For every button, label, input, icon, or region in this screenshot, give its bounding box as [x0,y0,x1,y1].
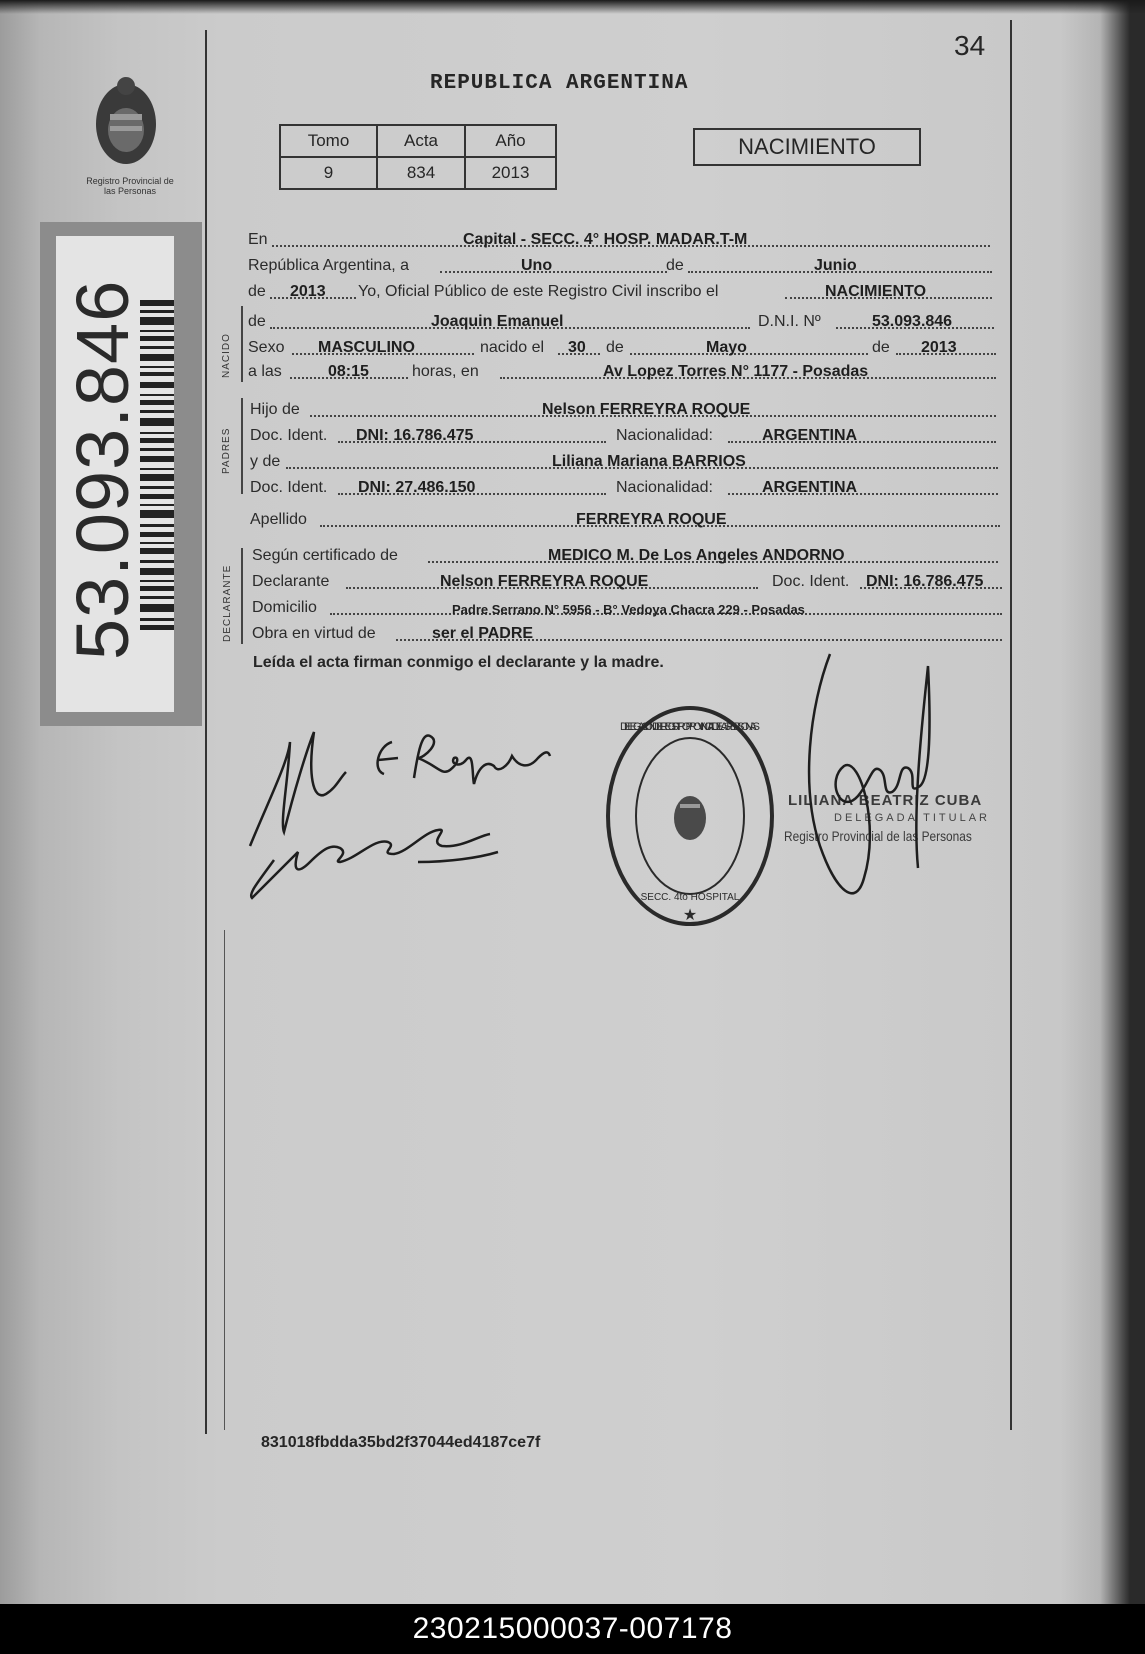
record-type-box: NACIMIENTO [693,128,921,166]
form-row-certificado [252,544,1000,568]
document-hash: 831018fbdda35bd2f37044ed4187ce7f [261,1434,541,1451]
table-cell: 2013 [465,157,556,189]
section-bar-nacido [241,306,243,382]
field-value: 2013 [290,283,326,300]
field-value: Nelson FERREYRA ROQUE [440,573,649,590]
field-value: Uno [521,257,553,274]
barcode-icon [140,300,174,630]
page-number: 34 [954,30,986,61]
dni-vertical-label: 53.093.846 [61,279,144,660]
field-value: Liliana Mariana BARRIOS [552,453,746,470]
field-value: Capital - SECC. 4° HOSP. MADAR.T-M [463,231,748,248]
coat-of-arms-logo [86,72,166,176]
field-label: Nacionalidad: [616,479,713,496]
field-label: horas, en [412,363,479,380]
form-row-domicilio [252,596,1004,620]
field-value: ARGENTINA [762,427,858,444]
form-row-fecha [248,254,994,278]
field-value: MEDICO M. De Los Angeles ANDORNO [548,547,845,564]
section-label-declarante: DECLARANTE [222,564,233,642]
form-row-padre-doc [250,424,998,448]
section-label-padres: PADRES [221,427,232,474]
star-icon: ★ [682,907,698,924]
field-label: Según certificado de [252,547,398,564]
field-value: Nelson FERREYRA ROQUE [542,401,751,418]
field-value: DNI: 16.786.475 [866,573,984,590]
section-bar-padres [241,398,243,494]
closing-statement: Leída el acta firman conmigo el declarante y la madre. [253,654,664,671]
field-label: de [248,283,266,300]
field-value: 30 [568,339,586,356]
table-header: Año [465,125,556,157]
seal-inner-text: SECC. 4to HOSPITAL [640,892,740,903]
field-label: Domicilio [252,599,317,616]
field-label: Doc. Ident. [250,479,328,496]
field-value: MASCULINO [318,339,415,356]
form-row-anio [248,280,994,304]
logo-caption: Registro Provincial de las Personas [86,176,174,196]
field-value: NACIMIENTO [825,283,927,300]
page-inner-rule [224,930,225,1430]
table-cell: 9 [280,157,377,189]
official-signature [800,646,950,918]
field-value: Joaquin Emanuel [431,313,564,330]
field-label: y de [250,453,281,470]
field-label: a las [248,363,282,380]
field-label: Declarante [252,573,330,590]
field-value: DNI: 27.486.150 [358,479,476,496]
form-row-madre-doc [250,476,1000,500]
official-role: DELEGADA TITULAR [834,812,990,824]
footer-id: 230215000037-007178 [0,1604,1145,1654]
field-value: 08:15 [328,363,369,380]
page-title: REPUBLICA ARGENTINA [430,72,689,95]
form-row-padre [250,398,998,422]
field-label: Sexo [248,339,285,356]
form-row-madre [250,450,1000,474]
field-label: Apellido [250,511,307,528]
field-label: Yo, Oficial Público de este Registro Civil inscribo el [358,283,719,300]
field-value: ARGENTINA [762,479,858,496]
field-value: Mayo [706,339,747,356]
field-label: D.N.I. Nº [758,313,821,330]
field-value: Junio [814,257,857,274]
table-header: Tomo [280,125,377,157]
field-label: de [606,339,624,356]
field-value: DNI: 16.786.475 [356,427,474,444]
form-row-lugar [248,228,994,252]
table-cell: 834 [377,157,465,189]
official-office: Registro Provincial de las Personas [784,828,972,844]
form-row-declarante [252,570,1004,594]
field-label: de [872,339,890,356]
field-value: ser el PADRE [432,625,534,642]
field-label: Nacionalidad: [616,427,713,444]
field-label: Obra en virtud de [252,625,376,642]
table-header: Acta [377,125,465,157]
field-label: República Argentina, a [248,257,409,274]
field-value: FERREYRA ROQUE [576,511,727,528]
section-bar-declarante [241,548,243,644]
field-value: Av Lopez Torres N° 1177 - Posadas [603,363,869,380]
acta-table [279,124,557,190]
form-row-apellido [250,508,1002,532]
field-label: nacido el [480,339,545,356]
form-row-nombre [248,310,996,334]
field-label: de [248,313,266,330]
scan-shadow [0,0,1145,14]
declarant-signature [228,712,598,922]
form-row-sexo [248,336,998,360]
page-right-rule [1010,20,1012,1430]
official-name: LILIANA BEATRIZ CUBA [788,792,983,809]
field-label: Hijo de [250,401,300,418]
form-row-obra [252,622,1004,646]
field-label: En [248,231,268,248]
page-left-rule [205,30,207,1434]
field-value: 53.093.846 [872,313,953,330]
seal-outer-text: DELEGACION DEL REGISTRO PROVINCIAL DE LAS PERSONAS [620,721,760,733]
form-row-hora [248,360,998,384]
section-label-nacido: NACIDO [221,333,232,378]
official-seal [600,700,780,932]
field-label: Doc. Ident. [250,427,328,444]
field-value: Padre Serrano N° 5956 - B° Vedoya Chacra 229 - Posadas [452,602,805,617]
field-label: de [666,257,684,274]
field-value: 2013 [921,339,957,356]
field-label: Doc. Ident. [772,573,850,590]
